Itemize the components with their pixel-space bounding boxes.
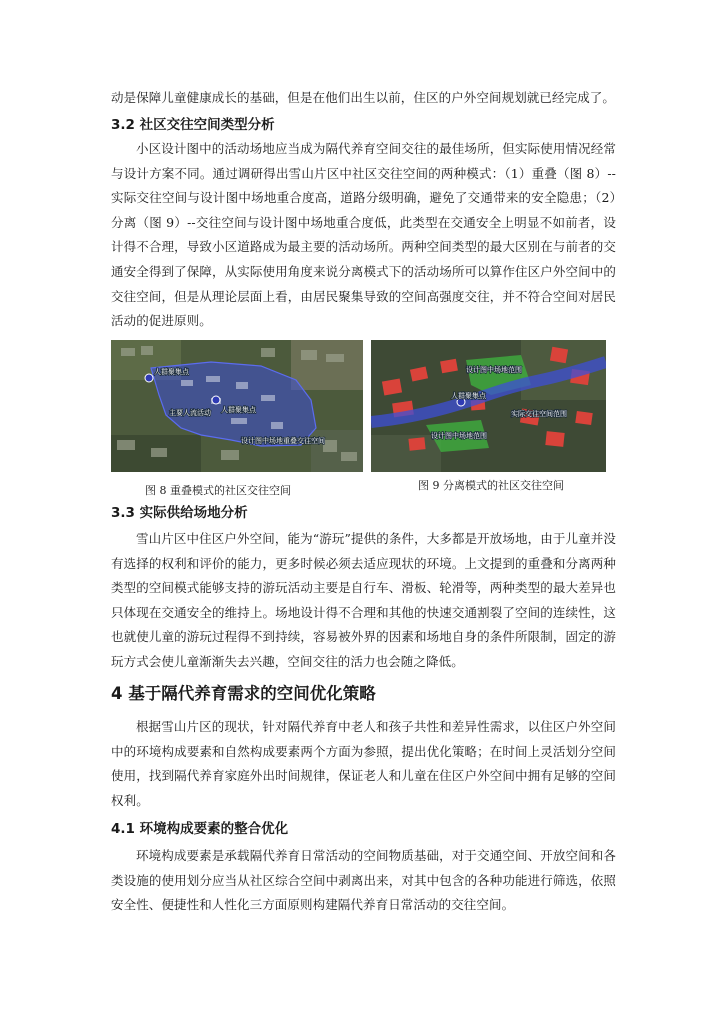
fig8-label-center: 人群聚集点 <box>221 406 256 414</box>
gathering-point-marker <box>212 396 220 404</box>
fig9-label-top: 设计图中场地范围 <box>466 366 522 374</box>
paragraph-3-2: 小区设计图中的活动场地应当成为隔代养育空间交往的最佳场所，但实际使用情况经常与设计方案不同。通过调研得出雪山片区中社区交往空间的两种模式：（1）重叠（图 8）--实际交往空间与设计图中场地重合度高，道路分级明确，避免了交通带来的安全隐患；（2）分离（图 9）--交往空间与设计图中场地重合度低，此类型在交通安全上明显不如前者，设计得不合理，导致小区道路成为最主要的活动场所。两种空间类型的最大区别在与前者的交通安全得到了保障，从实际使用角度来说分离模式下的活动场所可以算作住区户外空间中的交往空间，但是从理论层面上看，由居民聚集导致的空间高强度交往，并不符合空间对居民活动的促进原则。 <box>111 141 616 329</box>
paragraph-3-3: 雪山片区中住区户外空间，能为“游玩”提供的条件，大多都是开放场地，由于儿童并没有选择的权利和评价的能力，更多时候必须去适应现状的环境。上文提到的重叠和分离两种类型的空间模式能够支持的游玩活动主要是自行车、滑板、轮滑等，两种类型的最大差异也只体现在交通安全的维持上。场地设计得不合理和其他的快速交通割裂了空间的连续性，这也就使儿童的游玩过程得不到持续，容易被外界的因素和场地自身的条件所限制，固定的游玩方式会使儿童渐渐失去兴趣，空间交往的活力也会随之降低。 <box>111 531 616 669</box>
paragraph-4-1: 环境构成要素是承载隔代养育日常活动的空间物质基础，对于交通空间、开放空间和各类设施的使用划分应当从社区综合空间中剥离出来，对其中包含的各种功能进行筛选，依照安全性、便捷性和人性化三方面原则构建隔代养育日常活动的交往空间。 <box>111 848 616 913</box>
fig8-label-bottom: 设计图中场地重叠交往空间 <box>241 437 325 445</box>
figure-9-satellite-map <box>371 340 606 472</box>
fig8-label-top-left: 人群聚集点 <box>154 368 189 376</box>
fig8-label-center-left: 主要人流活动 <box>169 409 211 417</box>
heading-3-3: 3.3 实际供给场地分析 <box>111 505 248 521</box>
heading-4: 4 基于隔代养育需求的空间优化策略 <box>111 684 376 703</box>
heading-3-2: 3.2 社区交往空间类型分析 <box>111 117 275 133</box>
gathering-point-marker <box>145 374 153 382</box>
fig9-label-bottom: 设计图中场地范围 <box>431 432 487 440</box>
figure-8-caption: 图 8 重叠模式的社区交往空间 <box>145 484 291 497</box>
paragraph-intro-end: 动是保障儿童健康成长的基础，但是在他们出生以前，住区的户外空间规划就已经完成了。 <box>111 90 616 105</box>
figure-9-caption: 图 9 分离模式的社区交往空间 <box>418 479 564 492</box>
figure-9-image <box>371 340 606 472</box>
paragraph-4: 根据雪山片区的现状，针对隔代养育中老人和孩子共性和差异性需求，以住区户外空间中的环境构成要素和自然构成要素两个方面为参照，提出优化策略；在时间上灵活划分空间使用，找到隔代养育家庭外出时间规律，保证老人和儿童在住区户外空间中拥有足够的空间权利。 <box>111 719 616 808</box>
figure-8-image <box>111 340 363 472</box>
figure-8-satellite-map <box>111 340 363 472</box>
heading-4-1: 4.1 环境构成要素的整合优化 <box>111 821 289 837</box>
fig9-label-center: 人群聚集点 <box>451 392 486 400</box>
fig9-label-right: 实际交往空间范围 <box>511 410 567 418</box>
